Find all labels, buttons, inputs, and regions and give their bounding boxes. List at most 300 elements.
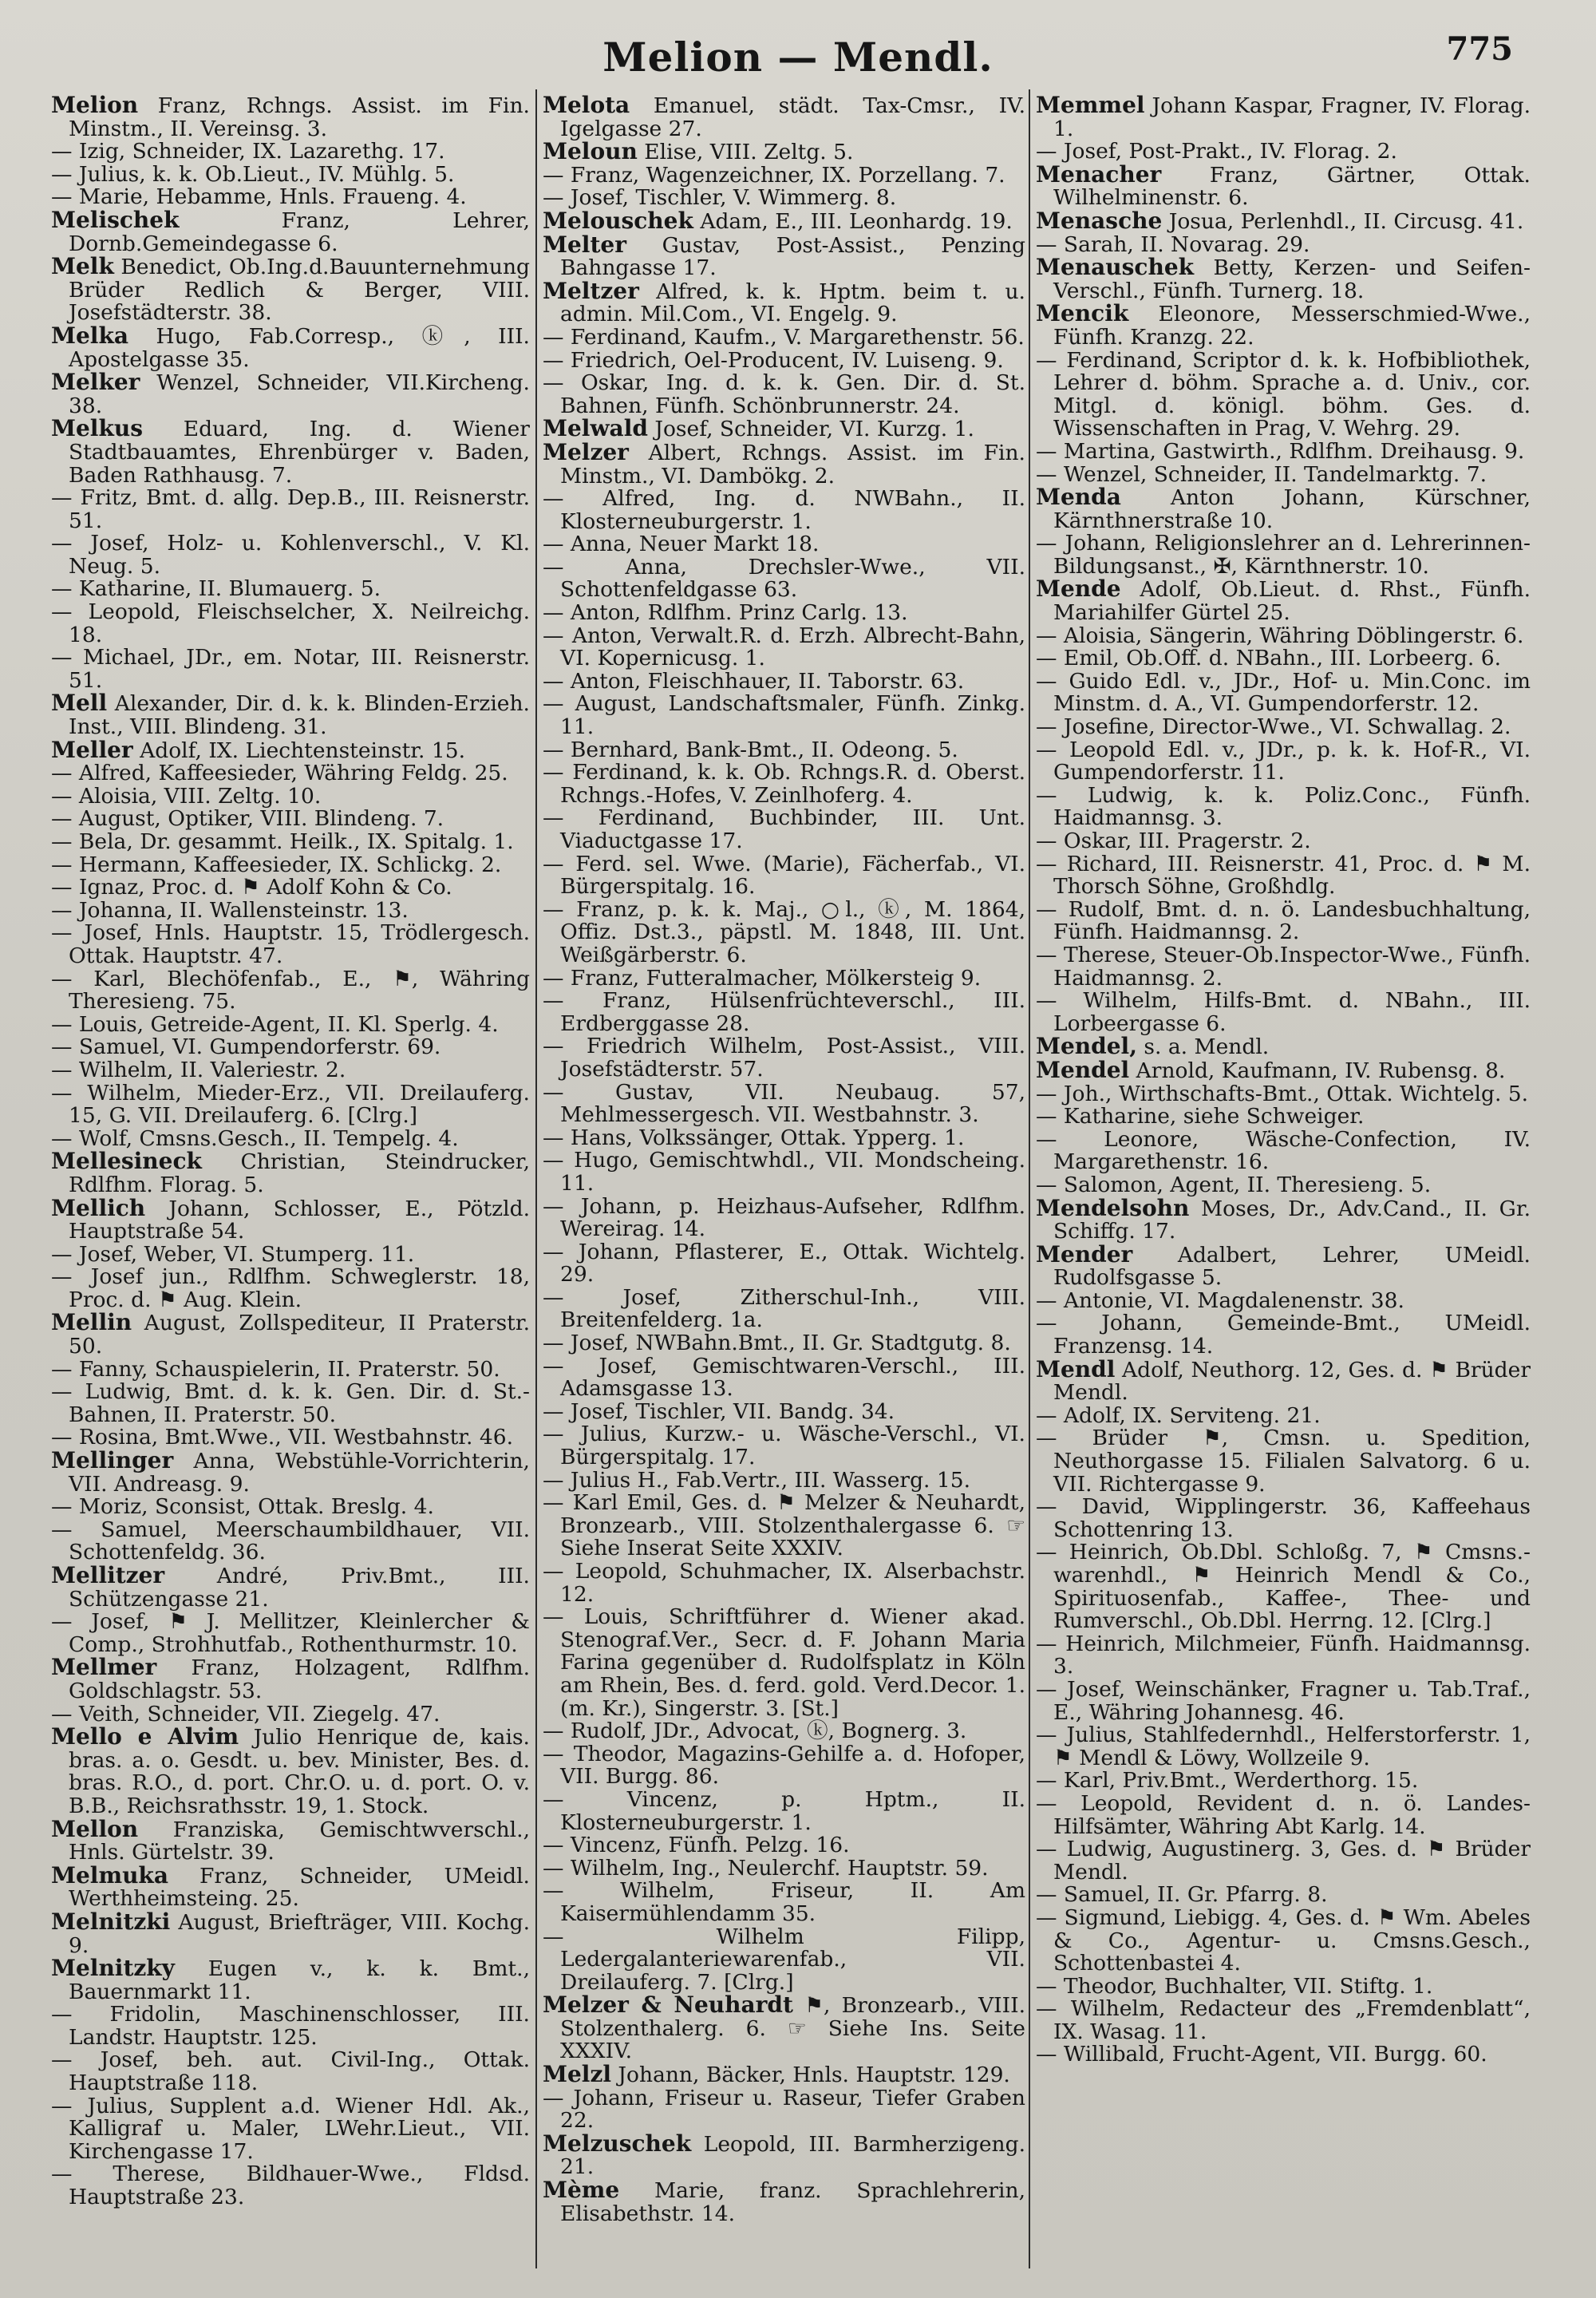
entry-details: Christian, Steindrucker, Rdlfhm. Florag. 5. [69,1149,530,1197]
directory-entry [1036,1126,1531,1175]
directory-entry [543,488,1025,533]
entry-details: Betty, Kerzen- und Seifen-Verschl., Fünfh. Turnerg. 18. [1053,255,1531,303]
directory-entry [543,693,1025,738]
entry-details: — Vincenz, p. Hptm., II. Klosterneuburgerstr. 1. [543,1786,1025,1835]
directory-entry [51,1861,530,1912]
entry-details: — Heinrich, Ob.Dbl. Schloßg. 7, ⚑ Cmsns.-warenhdl., ⚑ Heinrich Mendl & Co., Spirituosenfab., Kaffee-, Thee- und Rumverschl., Ob.Dbl. Herrng. 12. [Clrg.] [1036,1540,1531,1634]
entry-details: Anton Johann, Kürschner, Kärnthnerstraße 10. [1053,485,1531,533]
entry-surname: Melzer [543,438,629,465]
entry-details: — Friedrich Wilhelm, Post-Assist., VIII. Josefstädterstr. 57. [543,1034,1025,1082]
directory-entry [51,1125,530,1151]
entry-details: — Julius, Kurzw.- u. Wäsche-Verschl., VI. Bürgerspitalg. 17. [543,1422,1025,1470]
entry-details: Alfred, k. k. Hptm. beim t. u. admin. Mil.Com., VI. Engelg. 9. [560,279,1025,327]
entry-details: — Anton, Verwalt.R. d. Erzh. Albrecht-Bahn, VI. Kopernicusg. 1. [543,623,1025,671]
directory-entry [1036,1402,1531,1428]
entry-details: — Theodor, Buchhalter, VII. Stiftg. 1. [1036,1973,1433,1999]
directory-entry [543,1834,1025,1857]
directory-entry [1036,1633,1531,1679]
entry-details: — Leonore, Wäsche-Confection, IV. Margarethenstr. 16. [1036,1126,1531,1175]
directory-entry [543,1193,1025,1242]
directory-entry [543,347,1025,373]
entry-surname: Melota [543,94,630,118]
page-header [0,22,1596,94]
entry-details: — Anna, Neuer Markt 18. [543,532,820,557]
directory-entry [1036,1904,1531,1976]
entry-details: — Karl Emil, Ges. d. ⚑ Melzer & Neuhardt, Bronzearb., VIII. Stolzenthalergasse 6. ☞ Siehe Inserat Seite XXXIV. [543,1490,1025,1561]
directory-entry [1036,1770,1531,1793]
entry-surname: Mello e Alvim [51,1723,239,1750]
entry-surname: Mème [543,2177,620,2204]
entry-details: — Wilhelm, II. Valeriestr. 2. [51,1057,346,1082]
entry-details: — Ferd. sel. Wwe. (Marie), Fächerfab., VI. Bürgerspitalg. 16. [543,851,1025,900]
directory-entry [1036,1496,1531,1541]
entry-details: — Wilhelm, Ing., Neulerchf. Hauptstr. 59. [543,1855,989,1881]
entry-surname: Mendel [1036,1056,1130,1083]
entry-details: — Theodor, Magazins-Gehilfe a. d. Hofoper, VII. Burgg. 86. [543,1741,1025,1790]
directory-entry [543,1492,1025,1560]
entry-details: Franz, Gärtner, Ottak. Wilhelminenstr. 6. [1053,162,1531,211]
directory-entry [51,2049,530,2094]
entry-details: — Wilhelm, Mieder-Erz., VII. Dreilauferg. 15, G. VII. Dreilauferg. 6. [Clrg.] [51,1080,530,1129]
directory-entry [51,186,530,209]
entry-details: — Richard, III. Reisnerstr. 41, Proc. d. ⚑ M. Thorsch Söhne, Großhdlg. [1036,851,1531,900]
entry-details: — Ferdinand, Buchbinder, III. Unt. Viaductgasse 17. [543,805,1025,853]
directory-entry [1036,207,1531,234]
entry-details: Josef, Schneider, VI. Kurzg. 1. [654,417,974,442]
entry-details: — Sarah, II. Novarag. 29. [1036,231,1310,257]
entry-details: Alexander, Dir. d. k. k. Blinden-Erzieh. Inst., VIII. Blindeng. 31. [69,691,530,740]
entry-details: — Therese, Steuer-Ob.Inspector-Wwe., Fünfh. Haidmannsg. 2. [1036,942,1531,991]
entry-details: — August, Landschaftsmaler, Fünfh. Zinkg. 11. [543,691,1025,740]
column-3 [1036,94,1531,2281]
directory-entry [1036,896,1531,945]
entry-details: Anna, Webstühle-Vorrichterin, VII. Andreasg. 9. [69,1449,530,1497]
directory-entry [543,187,1025,210]
entry-surname: Meloun [543,138,638,165]
directory-entry [51,1356,530,1382]
entry-details: Eugen v., k. k. Bmt., Bauernmarkt 11. [69,1956,530,2004]
directory-entry [543,94,1025,140]
directory-entry [1036,1790,1531,1839]
entry-surname: Meller [51,736,133,763]
directory-entry [51,1426,530,1450]
directory-entry [543,1241,1025,1287]
entry-details: Josua, Perlenhdl., II. Circusg. 41. [1168,208,1524,234]
directory-entry [1036,1083,1531,1106]
directory-entry [543,1560,1025,1606]
directory-entry [543,967,1025,991]
directory-entry [51,1957,530,2003]
entry-details: Marie, franz. Sprachlehrerin, Elisabethstr. 14. [560,2178,1025,2226]
directory-entry [543,1720,1025,1743]
entry-details: — David, Wipplingerstr. 36, Kaffeehaus Schottenring 13. [1036,1494,1531,1542]
directory-entry [1036,625,1531,648]
directory-entry [51,1447,530,1497]
entry-details: — Leopold, Schuhmacher, IX. Alserbachstr. 12. [543,1559,1025,1607]
directory-entry [51,1703,530,1726]
entry-details: Johann, Schlosser, E., Pötzld. Hauptstraße 54. [69,1196,530,1244]
directory-entry [51,1036,530,1059]
entry-details: — Ignaz, Proc. d. ⚑ Adolf Kohn & Co. [51,875,452,900]
entry-details: Adam, E., III. Leonhardg. 19. [700,208,1013,234]
directory-entry [51,1082,530,1128]
entry-details: Franz, Schneider, UMeidl. Werthheimsteing. 25. [69,1863,530,1912]
entry-details: — Leopold Edl. v., JDr., p. k. k. Hof-R., VI. Gumpendorferstr. 11. [1036,737,1531,785]
directory-entry [51,578,530,601]
entry-details: — Alfred, Ing. d. NWBahn., II. Klosterneuburgerstr. 1. [543,486,1025,534]
entry-details: — Leopold, Fleischselcher, X. Neilreichg. 18. [51,599,530,647]
directory-entry [1036,1312,1531,1358]
entry-surname: Mellin [51,1309,132,1336]
entry-details: — Franz, p. k. k. Maj., ○l., ⓚ, M. 1864, Offiz. Dst.3., päpstl. M. 1848, III. Unt. Weißgärberstr. 6. [543,896,1025,967]
entry-details: — Josef, Holz- u. Kohlenverschl., V. Kl. Neug. 5. [51,531,530,579]
directory-entry [51,2163,530,2209]
entry-details: — Samuel, II. Gr. Pfarrg. 8. [1036,1882,1328,1908]
entry-details: — Oskar, III. Pragerstr. 2. [1036,829,1311,853]
entry-details: — Karl, Blechöfenfab., E., ⚑, Währing Theresieng. 75. [51,966,530,1015]
entry-details: — Wilhelm, Redacteur des „Fremdenblatt“, IX. Wasag. 11. [1036,1996,1531,2044]
directory-entry [543,1127,1025,1150]
directory-entry [543,670,1025,694]
entry-details: — Josef, ⚑ J. Mellitzer, Kleinlercher & Comp., Strohhutfab., Rothenthurmstr. 10. [51,1609,530,1657]
entry-details: Leopold, III. Barmherzigeng. 21. [560,2131,1025,2180]
directory-entry [543,1332,1025,1355]
directory-entry [1036,575,1531,626]
entry-details: — Ludwig, Bmt. d. k. k. Gen. Dir. d. St.-Bahnen, II. Praterstr. 50. [51,1379,530,1427]
entry-details: — Louis, Getreide-Agent, II. Kl. Sperlg. 4. [51,1011,499,1037]
directory-entry [543,2063,1025,2087]
directory-entry [543,417,1025,441]
entry-details: — Franz, Hülsenfrüchteverschl., III. Erdberggasse 28. [543,988,1025,1036]
entry-details: August, Zollspediteur, II Praterstr. 50. [69,1311,530,1359]
directory-entry [543,2087,1025,2133]
entry-details: — Hans, Volkssänger, Ottak. Ypperg. 1. [543,1125,965,1150]
directory-entry [51,532,530,578]
directory-entry [1036,2043,1531,2067]
entry-surname: Mendelsohn [1036,1194,1190,1221]
directory-entry [51,968,530,1014]
directory-entry [51,140,530,164]
directory-entry [51,371,530,417]
directory-entry [51,1011,530,1037]
page-title: Melion — Mendl. [602,34,994,81]
directory-entry [1036,1105,1531,1129]
entry-details: — Aloisia, VIII. Zeltg. 10. [51,783,322,809]
entry-surname: Melmuka [51,1861,168,1889]
entry-details: — Wilhelm, Friseur, II. Am Kaisermühlendamm 35. [543,1878,1025,1926]
entry-surname: Melzer & Neuhardt [543,1991,793,2019]
entry-surname: Mell [51,690,108,717]
entry-details: — Marie, Hebamme, Hnls. Fraueng. 4. [51,184,467,210]
entry-surname: Menacher [1036,160,1162,188]
directory-entry [543,2130,1025,2180]
entry-details: — Joh., Wirthschafts-Bmt., Ottak. Wichtelg. 5. [1036,1081,1529,1106]
entry-details: Albert, Rchngs. Assist. im Fin. Minstm., VI. Dambökg. 2. [560,440,1025,488]
entry-surname: Melkus [51,415,143,442]
entry-details: Adolf, IX. Liechtensteinstr. 15. [140,738,466,763]
entry-details: — Gustav, VII. Neubaug. 57, Mehlmessergesch. VII. Westbahnstr. 3. [543,1079,1025,1128]
directory-entry [543,1880,1025,1925]
directory-entry [51,647,530,692]
entry-surname: Mellinger [51,1447,174,1474]
entry-surname: Melka [51,322,128,349]
entry-details: — Brüder ⚑, Cmsn. u. Spedition, Neuthorgasse 15. Filialen Salvatorg. 6 u. VII. Richtergasse 9. [1036,1426,1531,1497]
directory-entry [51,1611,530,1656]
entry-details: — Leopold, Revident d. n. ö. Landes-Hilfsämter, Währing Abt Karlg. 14. [1036,1790,1531,1839]
directory-entry [1036,347,1531,441]
entry-details: — Josef, Tischler, VII. Bandg. 34. [543,1398,895,1424]
directory-entry [543,625,1025,670]
directory-entry [51,206,530,256]
directory-entry [51,2003,530,2049]
entry-surname: Mellich [51,1194,146,1221]
directory-entry [1036,160,1531,211]
directory-entry [51,417,530,487]
entry-surname: Melischek [51,206,180,233]
entry-details: — Franz, Wagenzeichner, IX. Porzellang. 7. [543,162,1005,188]
directory-entry [1036,739,1531,785]
entry-details: — Vincenz, Fünfh. Pelzg. 16. [543,1833,850,1858]
entry-details: — Josef, Weinschänker, Fragner u. Tab.Traf., E., Währing Johannesg. 46. [1036,1676,1531,1725]
entry-details: — Ferdinand, k. k. Ob. Rchngs.R. d. Oberst. Rchngs.-Hofes, V. Zeinlhoferg. 4. [543,760,1025,808]
entry-details: s. a. Mendl. [1144,1034,1270,1060]
entry-details: — August, Optiker, VIII. Blindeng. 7. [51,806,444,832]
entry-details: — Fanny, Schauspielerin, II. Praterstr. 50. [51,1356,500,1382]
directory-entry [1036,1884,1531,1907]
directory-entry [543,807,1025,852]
entry-details: — Willibald, Frucht-Agent, VII. Burgg. 60. [1036,2042,1487,2067]
entry-details: Franz, Rchngs. Assist. im Fin. Minstm., II. Vereinsg. 3. [69,94,530,141]
entry-details: — Josefine, Director-Wwe., VI. Schwallag. 2. [1036,714,1511,740]
directory-entry [543,1857,1025,1881]
directory-entry [1036,1676,1531,1725]
column-divider [535,89,537,2268]
entry-details: — Ferdinand, Scriptor d. k. k. Hofbibliothek, Lehrer d. böhm. Sprache a. d. Univ., cor. Mitgl. d. königl. böhm. Ges. d. Wissenschaften in Prag, V. Wehrg. 29. [1036,347,1531,441]
entry-details: Adalbert, Lehrer, UMeidl. Rudolfsgasse 5. [1053,1242,1531,1291]
entry-details: Franz, Lehrer, Dornb.Gemeindegasse 6. [69,208,530,256]
directory-entry [51,736,530,763]
directory-entry [1036,461,1531,487]
directory-entry [543,533,1025,556]
entry-details: Moses, Dr., Adv.Cand., II. Gr. Schiffg. 17. [1053,1196,1531,1244]
entry-details: — Wilhelm, Hilfs-Bmt. d. NBahn., III. Lorbeergasse 6. [1036,988,1531,1036]
entry-surname: Menasche [1036,207,1163,234]
directory-entry [51,1723,530,1818]
entry-surname: Melk [51,253,114,280]
entry-details: — Josef, Weber, VI. Stumperg. 11. [51,1241,415,1267]
entry-surname: Melnitzky [51,1955,175,1982]
entry-details: — Wenzel, Schneider, II. Tandelmarktg. 7. [1036,461,1487,487]
directory-entry [1036,990,1531,1035]
directory-entry [51,808,530,831]
entry-details: Wenzel, Schneider, VII.Kircheng. 38. [69,370,530,418]
entry-surname: Mendel, [1036,1033,1137,1060]
entry-details: — Wolf, Cmsns.Gesch., II. Tempelg. 4. [51,1125,459,1151]
entry-details: — Julius, Supplent a.d. Wiener Hdl. Ak., Kalligraf u. Maler, LWehr.Lieut., VII. Kirchengasse 17. [51,2093,530,2164]
directory-entry [51,897,530,923]
entry-surname: Melker [51,369,140,396]
directory-entry [51,322,530,372]
entry-details: Johann, Bäcker, Hnls. Hauptstr. 129. [618,2063,1010,2088]
entry-details: — Friedrich, Oel-Producent, IV. Luiseng. 9. [543,347,1004,373]
entry-surname: Meltzer [543,277,639,304]
entry-details: — Oskar, Ing. d. k. k. Gen. Dir. d. St. Bahnen, Fünfh. Schönbrunnerstr. 24. [543,370,1025,418]
entry-details: — Bernhard, Bank-Bmt., II. Odeong. 5. [543,737,958,762]
entry-surname: Melnitzki [51,1908,171,1935]
entry-details: Franz, Holzagent, Rdlfhm. Goldschlagstr. 53. [69,1655,530,1703]
directory-entry [543,164,1025,188]
entry-surname: Melouschek [543,207,693,234]
entry-surname: Menauschek [1036,254,1195,281]
directory-entry [1036,94,1531,140]
entry-details: — Julius, k. k. Ob.Lieut., IV. Mühlg. 5. [51,161,455,187]
entry-details: — Ludwig, k. k. Poliz.Conc., Fünfh. Haidmannsg. 3. [1036,782,1531,831]
entry-details: August, Briefträger, VIII. Kochg. 9. [69,1909,530,1958]
entry-details: — Katharine, siehe Schweiger. [1036,1104,1365,1129]
directory-entry [1036,1998,1531,2043]
entry-surname: Mender [1036,1240,1133,1268]
entry-details: — Franz, Futteralmacher, Mölkersteig 9. [543,965,982,991]
entry-details: — Johann, Religionslehrer an d. Lehrerinnen-Bildungsanst., ✠, Kärnthnerstr. 10. [1036,531,1531,579]
entry-details: — Johann, Friseur u. Raseur, Tiefer Graben 22. [543,2085,1025,2134]
directory-entry [543,1606,1025,1720]
entry-details: — Sigmund, Liebigg. 4, Ges. d. ⚑ Wm. Abeles & Co., Agentur- u. Cmsns.Gesch., Schottenbastei 4. [1036,1904,1531,1976]
entry-surname: Mendl [1036,1355,1116,1382]
entry-details: — Josef, Gemischtwaren-Verschl., III. Adamsgasse 13. [543,1353,1025,1402]
entry-details: Arnold, Kaufmann, IV. Rubensg. 8. [1136,1058,1506,1083]
directory-entry [51,762,530,785]
directory-entry [543,1743,1025,1789]
entry-details: — Rudolf, JDr., Advocat, ⓚ, Bognerg. 3. [543,1719,967,1744]
directory-entry [543,1035,1025,1081]
entry-details: — Josef jun., Rdlfhm. Schweglerstr. 18, Proc. d. ⚑ Aug. Klein. [51,1264,530,1312]
directory-entry [51,1059,530,1082]
directory-entry [51,692,530,738]
entry-surname: Menda [1036,484,1121,511]
entry-details: Elise, VIII. Zeltg. 5. [644,140,854,165]
entry-details: — Veith, Schneider, VII. Ziegelg. 47. [51,1701,440,1726]
directory-entry [1036,944,1531,990]
directory-entry [51,831,530,854]
column-divider [1029,89,1030,2268]
directory-entry [51,1311,530,1358]
directory-entry [51,1150,530,1196]
entry-details: — Izig, Schneider, IX. Lazarethg. 17. [51,139,445,164]
entry-surname: Mellesineck [51,1148,202,1175]
entry-details: Gustav, Post-Assist., Penzing Bahngasse 17. [560,232,1025,281]
directory-entry [543,1284,1025,1333]
entry-details: — Julius, Stahlfedernhdl., Helferstorferstr. 1, ⚑ Mendl & Löwy, Wollzeile 9. [1036,1723,1531,1770]
directory-entry [1036,1838,1531,1884]
entry-details: — Anton, Fleischhauer, II. Taborstr. 63. [543,668,965,694]
entry-details: — Martina, Gastwirth., Rdlfhm. Dreihausg. 9. [1036,438,1525,464]
directory-entry [1036,1035,1531,1059]
directory-entry [1036,1174,1531,1197]
directory-entry [543,1423,1025,1469]
entry-details: Adolf, Neuthorg. 12, Ges. d. ⚑ Brüder Mendl. [1053,1357,1531,1406]
directory-entry [1036,1287,1531,1313]
directory-entry [51,854,530,877]
entry-surname: Melzuschek [543,2130,692,2157]
entry-details: — Samuel, VI. Gumpendorferstr. 69. [51,1034,441,1060]
directory-entry [1036,438,1531,464]
entry-details: — Adolf, IX. Serviteng. 21. [1036,1402,1321,1428]
directory-entry [1036,647,1531,670]
entry-details: — Hermann, Kaffeesieder, IX. Schlickg. 2. [51,852,502,877]
entry-details: — Johanna, II. Wallensteinstr. 13. [51,897,409,923]
directory-entry [51,1194,530,1244]
entry-details: — Louis, Schriftführer d. Wiener akad. Stenograf.Ver., Secr. d. F. Johann Maria Farina gegenüber d. Rudolfsplatz in Köln am Rhein, Bes. d. ferd. gold. Verd.Decor. 1. (m. Kr.), Singerstr. 3. [St.] [543,1604,1025,1721]
entry-details: Emanuel, städt. Tax-Cmsr., IV. Igelgasse 27. [560,94,1025,141]
entry-details: — Josef, Hnls. Hauptstr. 15, Trödlergesch. Ottak. Hauptstr. 47. [51,920,530,968]
directory-entry [1036,716,1531,739]
entry-surname: Mellon [51,1815,139,1842]
entry-details: — Josef, Zitherschul-Inh., VIII. Breitenfelderg. 1a. [543,1284,1025,1333]
page-number: 775 [1446,30,1513,68]
directory-entry [51,1908,530,1958]
directory-entry [1036,670,1531,716]
directory-entry [543,1926,1025,1995]
directory-entry [543,556,1025,602]
entry-details: — Salomon, Agent, II. Theresieng. 5. [1036,1172,1432,1197]
entry-surname: Melzl [543,2061,611,2088]
directory-entry [51,876,530,900]
directory-entry [543,372,1025,417]
directory-entry [543,761,1025,807]
entry-details: — Antonie, VI. Magdalenenstr. 38. [1036,1287,1404,1313]
entry-details: — Alfred, Kaffeesieder, Währing Feldg. 25. [51,761,508,786]
entry-details: — Therese, Bildhauer-Wwe., Fldsd. Hauptstraße 23. [51,2162,530,2210]
entry-details: — Ludwig, Augustinerg. 3, Ges. d. ⚑ Brüder Mendl. [1036,1837,1531,1885]
directory-entry [543,853,1025,899]
entry-details: — Wilhelm Filipp, Ledergalanteriewarenfab., VII. Dreilauferg. 7. [Clrg.] [543,1924,1025,1995]
directory-entry [1036,1973,1531,1999]
entry-details: — Rosina, Bmt.Wwe., VII. Westbahnstr. 46. [51,1425,513,1450]
directory-entry [1036,1355,1531,1406]
entry-details: — Emil, Ob.Off. d. NBahn., III. Lorbeerg. 6. [1036,646,1501,671]
entry-surname: Mellmer [51,1654,157,1681]
directory-entry [543,1355,1025,1401]
entry-details: — Bela, Dr. gesammt. Heilk., IX. Spitalg. 1. [51,829,514,854]
directory-entry [543,1991,1025,2064]
directory-entry [543,602,1025,625]
directory-entry [1036,1427,1531,1496]
entry-details: — Heinrich, Milchmeier, Fünfh. Haidmannsg. 3. [1036,1631,1531,1679]
entry-details: ⚑, Bronzearb., VIII. Stolzenthalerg. 6. ☞ Siehe Ins. Seite XXXIV. [560,1993,1025,2064]
directory-entry [1036,532,1531,578]
entry-details: — Josef, beh. aut. Civil-Ing., Ottak. Hauptstraße 118. [51,2047,530,2096]
directory-entry [1036,830,1531,853]
entry-details: — Ferdinand, Kaufm., V. Margarethenstr. 56. [543,324,1025,350]
entry-details: — Julius H., Fab.Vertr., III. Wasserg. 15. [543,1467,971,1493]
directory-entry [51,1496,530,1519]
directory-entry [543,1786,1025,1835]
entry-surname: Mellitzer [51,1562,165,1588]
directory-entry [1036,853,1531,899]
directory-entry [543,1398,1025,1424]
directory-entry [1036,1541,1531,1632]
directory-entry [1036,1194,1531,1244]
directory-entry [51,94,530,140]
directory-entry [543,140,1025,164]
entry-surname: Mende [1036,575,1121,603]
entry-details: — Samuel, Meerschaumbildhauer, VII. Schottenfeldg. 36. [51,1517,530,1565]
directory-entry [1036,1724,1531,1770]
entry-details: Adolf, Ob.Lieut. d. Rhst., Fünfh. Mariahilfer Gürtel 25. [1053,577,1531,626]
column-2 [543,94,1025,2281]
directory-entry [543,1469,1025,1493]
directory-entry [1036,231,1531,257]
